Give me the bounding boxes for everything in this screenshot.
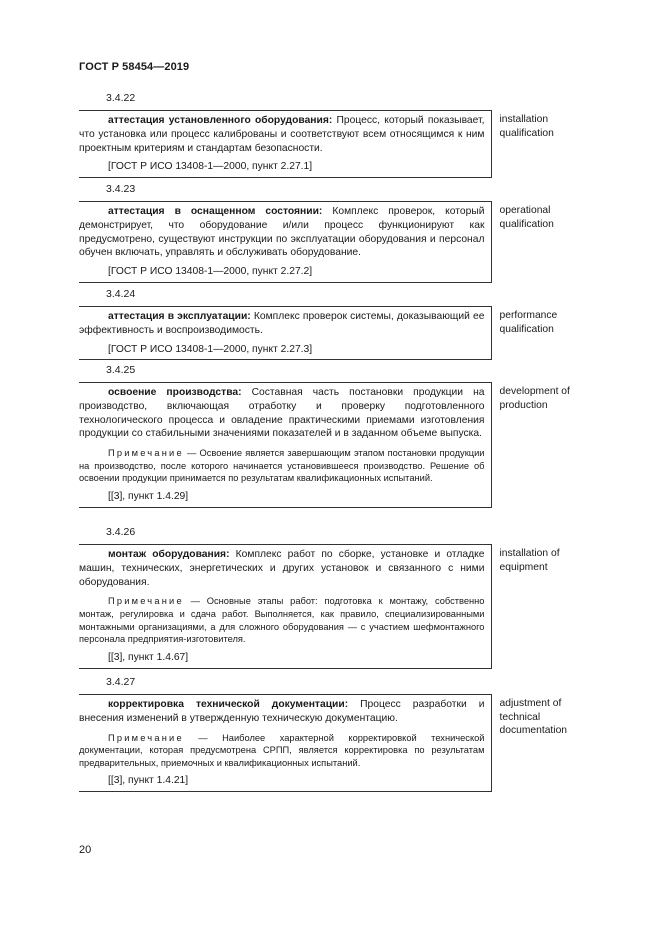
note-text: — Освоение является завершающим этапом постановки продукции на производство, после которого начинается установившееся производство. Решение об освоении продукции принимается по результатам квалификационных испытаний. (79, 448, 485, 484)
term-definition-box (79, 544, 492, 669)
term-number: 3.4.26 (106, 526, 136, 538)
term-source: [ГОСТ Р ИСО 13408-1—2000, пункт 2.27.2] (108, 266, 313, 278)
term-name: аттестация в оснащенном состоянии: (108, 206, 323, 217)
note-text: — Основные этапы работ: подготовка к монтажу, собственно монтаж, регулировка и сдача работ. Выполняется, как правило, специализированными монтажными организациями, а для сложного оборудования — с участием шефмонтажного персонала предприятия-изготовителя. (79, 596, 485, 645)
term-name: корректировка технической документации: (108, 699, 349, 710)
term-note (79, 732, 484, 770)
term-definition-box (79, 201, 492, 283)
term-source: [[3], пункт 1.4.67] (108, 651, 189, 663)
term-definition-box (79, 110, 492, 178)
term-name: освоение производства: (108, 387, 242, 398)
term-source: [ГОСТ Р ИСО 13408-1—2000, пункт 2.27.3] (108, 343, 313, 355)
term-number: 3.4.24 (106, 288, 136, 300)
note-label: Примечание (108, 596, 184, 607)
term-number: 3.4.23 (106, 183, 136, 195)
term-definition: Процесс разработки и внесения изменений в утвержденную техническую документацию. (79, 699, 485, 724)
term-source: [[3], пункт 1.4.29] (108, 490, 189, 502)
english-equivalent: installation of equipment (499, 548, 560, 573)
document-header: ГОСТ Р 58454—2019 (79, 61, 190, 73)
note-label: Примечание (108, 448, 184, 459)
term-definition-box (79, 306, 492, 360)
term-entry (79, 183, 579, 283)
term-entry (79, 676, 579, 792)
term-number: 3.4.22 (106, 92, 136, 104)
term-note (79, 595, 484, 645)
term-entry (79, 288, 579, 360)
term-name: монтаж оборудования: (108, 549, 230, 560)
term-definition: Комплекс проверок, который демонстрирует, что оборудование и/или процесс функционируют как предусмотрено, существуют инструкции по эксплуатации оборудования и персонал обучен включать, управлять и обслуживать оборудование. (79, 206, 485, 259)
term-source: [[3], пункт 1.4.21] (108, 775, 189, 787)
english-equivalent: installation qualification (499, 114, 554, 139)
english-equivalent: adjustment of technical documentation (499, 698, 568, 737)
term-source: [ГОСТ Р ИСО 13408-1—2000, пункт 2.27.1] (108, 161, 313, 173)
term-definition-box (79, 694, 492, 792)
english-equivalent: development of production (499, 386, 570, 411)
page-number: 20 (79, 844, 92, 856)
english-equivalent: operational qualification (499, 205, 554, 230)
term-definition: Комплекс проверок системы, доказывающий ее эффективность и воспроизводимость. (79, 311, 485, 336)
term-name: аттестация в эксплуатации: (108, 311, 251, 322)
term-entry (79, 92, 579, 178)
term-number: 3.4.25 (106, 364, 136, 376)
term-note (79, 447, 484, 485)
term-definition: Комплекс работ по сборке, установке и отладке машин, технических, энергетических и других установок и связанного с ними оборудования. (79, 549, 485, 588)
term-entry (79, 526, 579, 669)
note-label: Примечание (108, 732, 184, 743)
term-definition: Процесс, который показывает, что установка или процесс калиброваны и соответствуют всем относящимся к ним проектным критериям и стандартам безопасности. (79, 115, 485, 154)
english-equivalent: performance qualification (499, 310, 558, 335)
term-number: 3.4.27 (106, 676, 136, 688)
term-name: аттестация установленного оборудования: (108, 115, 333, 126)
note-text: — Наиболее характерной корректировкой технической документации, которая предусмотрена СРПП, является корректировка по результатам предварительных, приемочных и квалификационных испытаний. (79, 732, 485, 768)
term-definition: Составная часть постановки продукции на производство, включающая отработку и проверку подготовленного технологического процесса и овладение практическими приемами изготовления продукции со стабильными значениями показателей и в заданном объеме выпуска. (79, 387, 485, 440)
term-definition-box (79, 382, 492, 508)
term-entry (79, 364, 579, 508)
